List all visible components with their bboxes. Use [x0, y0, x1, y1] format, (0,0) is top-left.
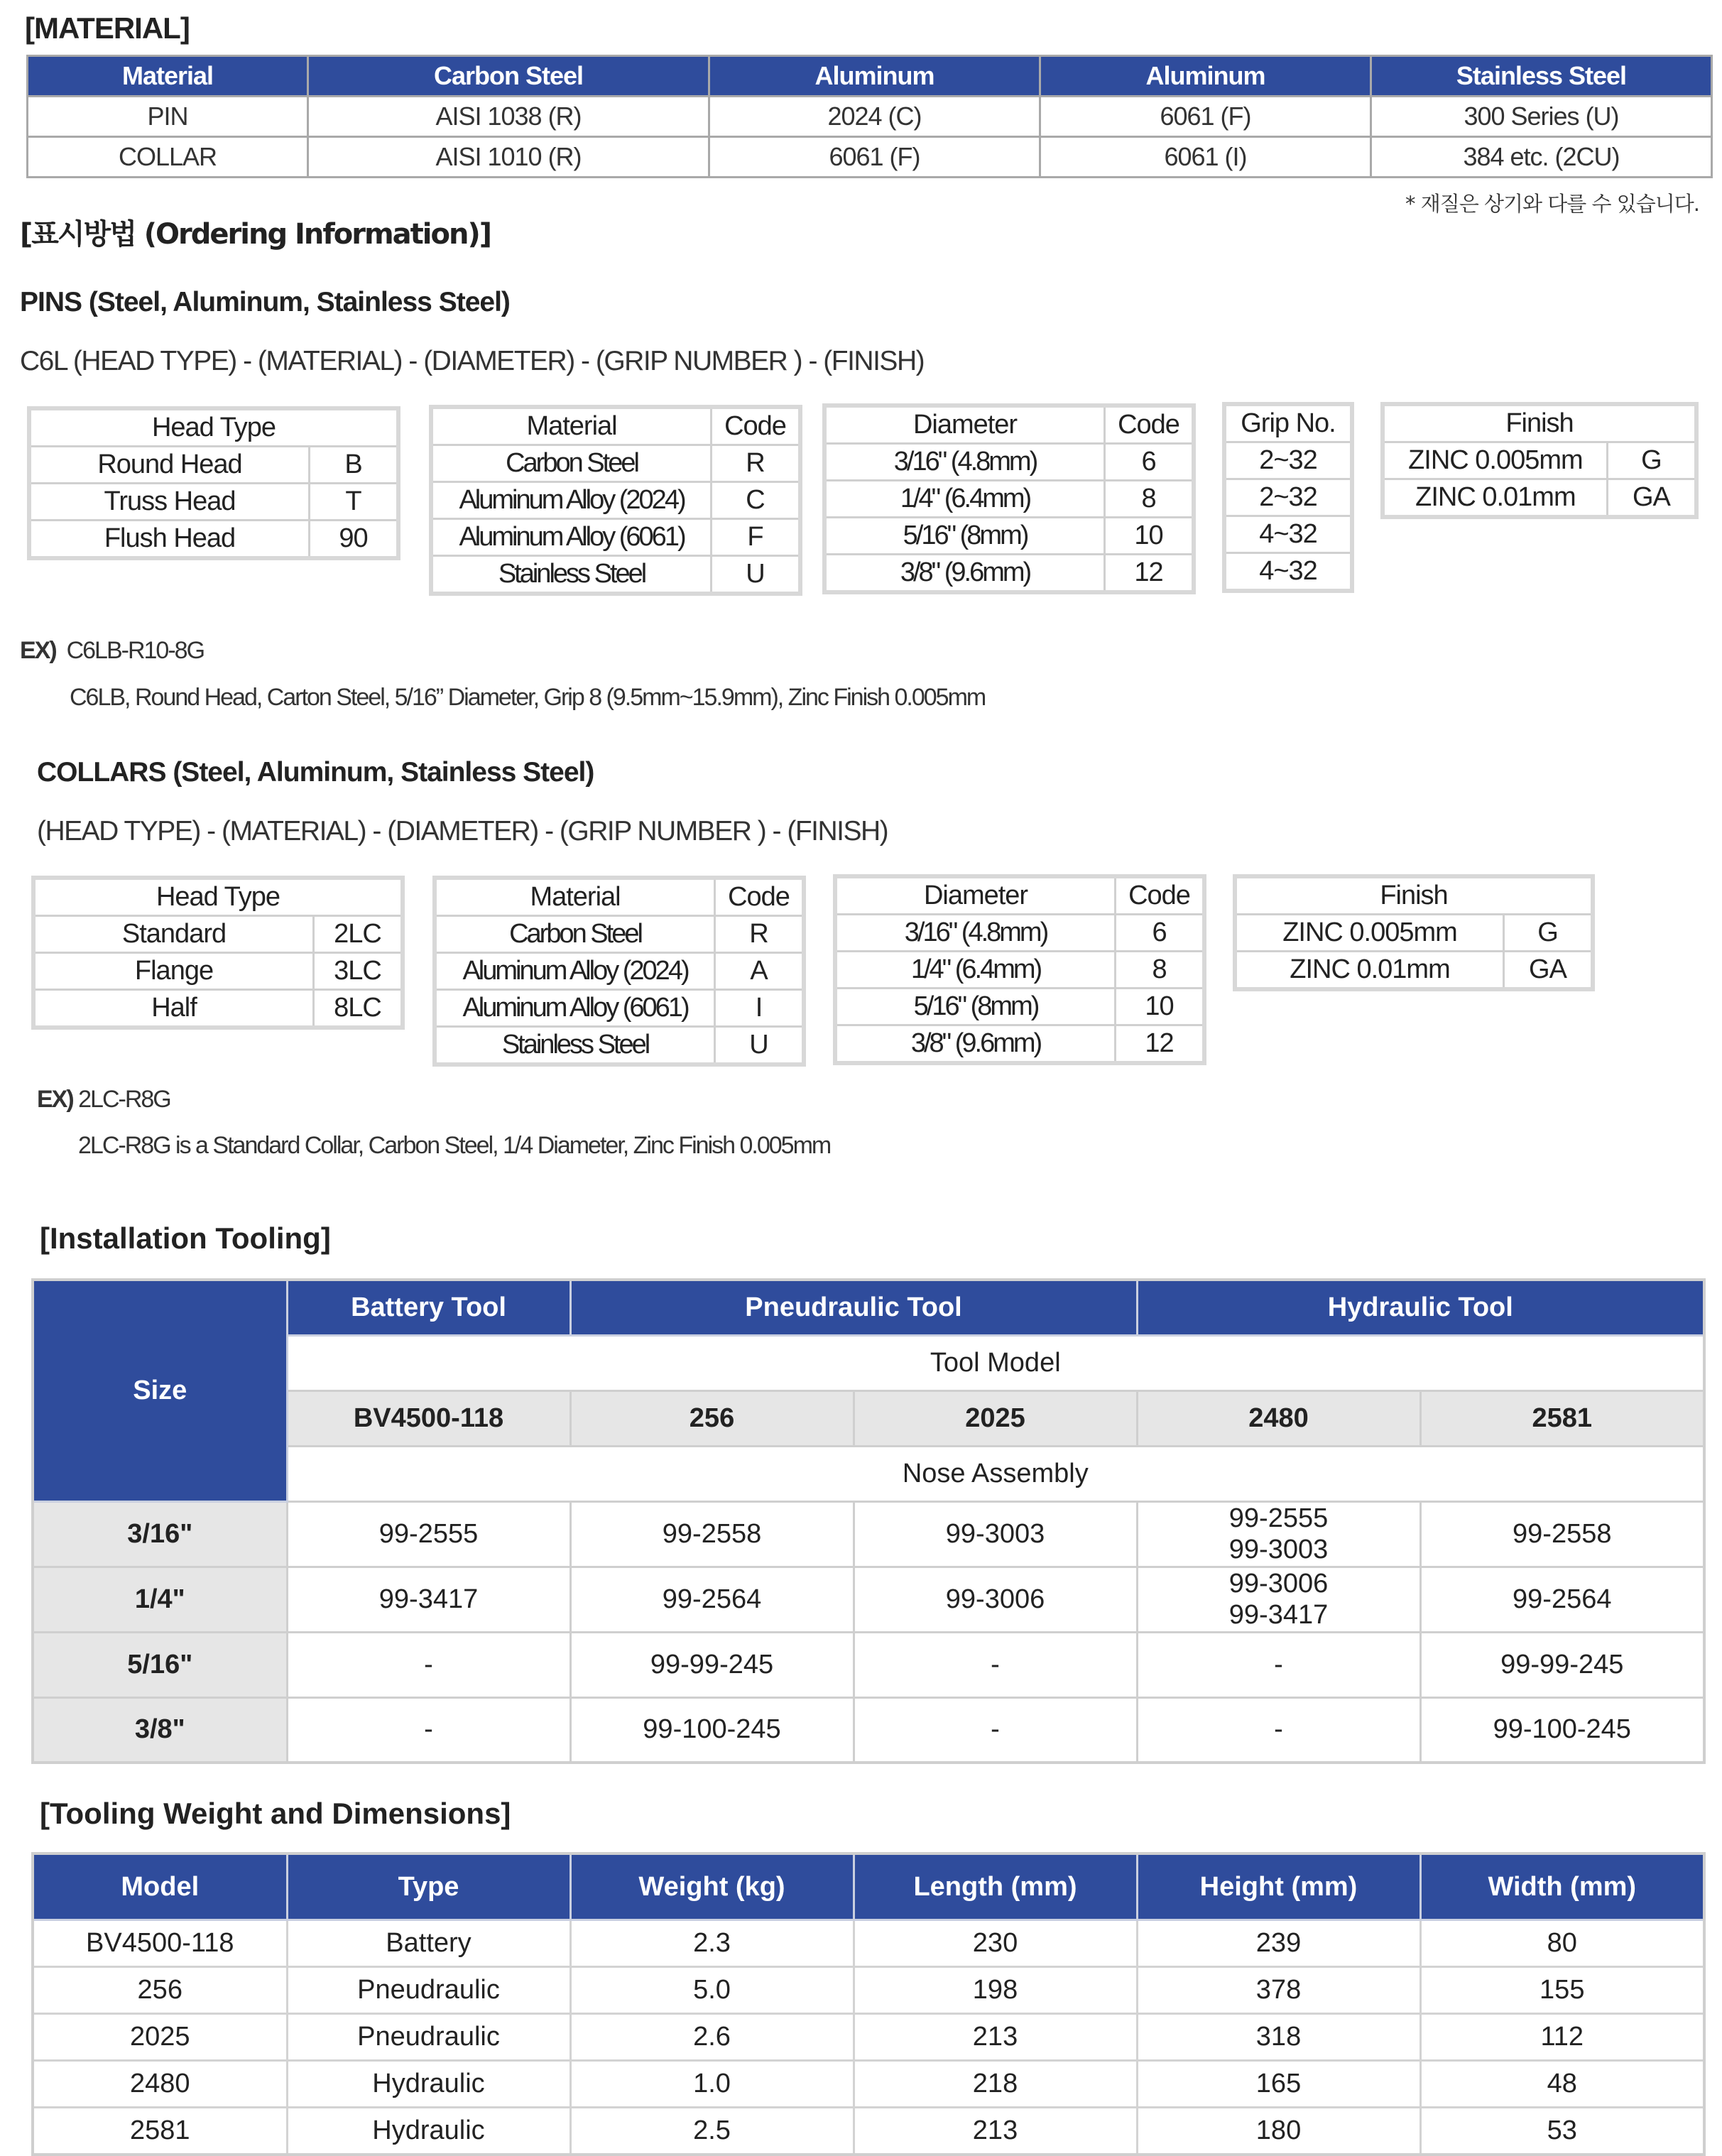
table-cell: Hydraulic	[287, 2108, 570, 2155]
table-cell: 300 Series (U)	[1371, 97, 1712, 137]
table-cell: 8LC	[314, 990, 403, 1028]
table-cell: 99-100-245	[570, 1697, 854, 1763]
table-cell: C	[712, 482, 800, 519]
table-cell: U	[712, 556, 800, 594]
table-cell: Pneudraulic	[287, 1967, 570, 2014]
table-cell: 99-99-245	[570, 1632, 854, 1697]
weight-header: Type	[287, 1853, 570, 1920]
table-cell: Stainless Steel	[435, 1027, 715, 1065]
table-cell: 1/4" (6.4mm)	[824, 481, 1105, 518]
size-cell: 3/16"	[33, 1501, 287, 1567]
table-row	[435, 916, 804, 953]
table-cell: 384 etc. (2CU)	[1371, 137, 1712, 178]
table-cell: 80	[1420, 1920, 1704, 1967]
table-row	[33, 953, 403, 990]
table-cell: 2.6	[570, 2014, 854, 2061]
table-cell: 90	[310, 521, 398, 559]
table-cell: G	[1607, 442, 1696, 479]
table-row	[33, 2061, 1704, 2108]
weight-header: Length (mm)	[854, 1853, 1137, 1920]
table-row	[835, 915, 1204, 952]
table-cell: I	[715, 990, 804, 1027]
example-label: EX)	[20, 637, 56, 664]
table-cell: 53	[1420, 2108, 1704, 2155]
table-cell: 99-100-245	[1420, 1697, 1704, 1763]
table-cell: Carbon Steel	[431, 445, 712, 482]
model-header: 2025	[854, 1390, 1137, 1446]
table-cell: 12	[1116, 1025, 1204, 1064]
pins-diameter-table	[822, 403, 1196, 594]
table-header: Diameter	[835, 876, 1116, 915]
tool-model-label: Tool Model	[287, 1335, 1704, 1390]
material-header-row	[28, 56, 1712, 97]
table-row	[29, 447, 398, 484]
table-cell: 2.3	[570, 1920, 854, 1967]
table-header: Finish	[1383, 404, 1696, 442]
table-cell: 99-2564	[1420, 1567, 1704, 1632]
table-row	[1224, 516, 1352, 553]
table-cell: 99-2555	[287, 1501, 570, 1567]
table-cell: 3/16" (4.8mm)	[824, 444, 1105, 481]
table-cell: F	[712, 519, 800, 556]
table-cell: G	[1504, 915, 1593, 952]
table-cell: 213	[854, 2014, 1137, 2061]
pins-grip-table	[1222, 402, 1354, 593]
table-header: Material	[435, 878, 715, 916]
table-header: Head Type	[29, 408, 398, 447]
weight-header: Height (mm)	[1137, 1853, 1420, 1920]
table-cell: AISI 1038 (R)	[308, 97, 709, 137]
table-cell: ZINC 0.005mm	[1383, 442, 1607, 479]
model-header: 2480	[1137, 1390, 1420, 1446]
installation-title: [Installation Tooling]	[40, 1221, 331, 1255]
material-title: [MATERIAL]	[25, 11, 190, 45]
example-code: 2LC-R8G	[78, 1086, 170, 1113]
table-cell: Flange	[33, 953, 314, 990]
table-cell: 4~32	[1224, 553, 1352, 592]
pins-format: C6L (HEAD TYPE) - (MATERIAL) - (DIAMETER) - (GRIP NUMBER ) - (FINISH)	[20, 346, 925, 376]
table-cell: 6061 (I)	[1040, 137, 1371, 178]
table-cell: 318	[1137, 2014, 1420, 2061]
size-cell: 5/16"	[33, 1632, 287, 1697]
table-cell: -	[854, 1697, 1137, 1763]
table-cell: -	[1137, 1632, 1420, 1697]
table-row	[824, 444, 1194, 481]
table-cell: 6	[1105, 444, 1194, 481]
table-cell: -	[287, 1697, 570, 1763]
table-cell: 6061 (F)	[709, 137, 1040, 178]
table-cell: Pneudraulic	[287, 2014, 570, 2061]
size-header: Size	[33, 1280, 287, 1501]
table-header: Head Type	[33, 878, 403, 916]
collars-finish-table	[1233, 874, 1595, 991]
material-note: * 재질은 상기와 다를 수 있습니다.	[1405, 192, 1699, 216]
table-cell: 239	[1137, 1920, 1420, 1967]
table-cell: Flush Head	[29, 521, 310, 559]
collars-example-description: 2LC-R8G is a Standard Collar, Carbon Steel, 1/4 Diameter, Zinc Finish 0.005mm	[78, 1132, 831, 1159]
table-row	[28, 137, 1712, 178]
model-header: 2581	[1420, 1390, 1704, 1446]
table-cell: COLLAR	[28, 137, 308, 178]
table-cell: PIN	[28, 97, 308, 137]
table-row	[29, 521, 398, 559]
pins-title: PINS (Steel, Aluminum, Stainless Steel)	[20, 287, 510, 317]
tool-group-hydraulic: Hydraulic Tool	[1137, 1280, 1704, 1335]
table-header: Code	[1105, 405, 1194, 444]
table-cell: Round Head	[29, 447, 310, 484]
table-cell: 2025	[33, 2014, 287, 2061]
weight-header: Width (mm)	[1420, 1853, 1704, 1920]
table-row	[1235, 915, 1593, 952]
table-cell: 99-3006	[854, 1567, 1137, 1632]
table-row	[435, 990, 804, 1027]
table-cell	[1137, 1501, 1420, 1567]
table-cell: 256	[33, 1967, 287, 2014]
material-header: Stainless Steel	[1371, 56, 1712, 97]
table-header: Code	[1116, 876, 1204, 915]
table-row	[1224, 479, 1352, 516]
model-header: BV4500-118	[287, 1390, 570, 1446]
size-cell: 3/8"	[33, 1697, 287, 1763]
model-header: 256	[570, 1390, 854, 1446]
table-row	[835, 989, 1204, 1025]
table-cell: ZINC 0.01mm	[1235, 952, 1504, 990]
table-row	[835, 1025, 1204, 1064]
table-row	[33, 990, 403, 1028]
table-cell: 12	[1105, 555, 1194, 593]
table-header: Grip No.	[1224, 404, 1352, 442]
table-cell: Standard	[33, 916, 314, 953]
table-cell: GA	[1607, 479, 1696, 518]
table-row	[431, 556, 800, 594]
table-row	[1383, 442, 1696, 479]
table-header: Code	[712, 407, 800, 445]
table-cell: 99-2558	[1420, 1501, 1704, 1567]
table-cell: Aluminum Alloy (2024)	[435, 953, 715, 990]
table-row	[33, 1567, 1704, 1632]
table-cell: 165	[1137, 2061, 1420, 2108]
table-row	[435, 953, 804, 990]
table-row	[28, 97, 1712, 137]
table-cell: 99-2558	[570, 1501, 854, 1567]
table-cell: 2581	[33, 2108, 287, 2155]
table-header: Material	[431, 407, 712, 445]
table-cell: AISI 1010 (R)	[308, 137, 709, 178]
table-row	[33, 1632, 1704, 1697]
table-cell: 5/16" (8mm)	[824, 518, 1105, 555]
table-cell: 5.0	[570, 1967, 854, 2014]
table-cell: U	[715, 1027, 804, 1065]
installation-table	[31, 1278, 1706, 1764]
table-header: Finish	[1235, 876, 1593, 915]
collars-example	[37, 1086, 170, 1114]
table-cell: ZINC 0.01mm	[1383, 479, 1607, 518]
table-cell: 1.0	[570, 2061, 854, 2108]
material-header: Aluminum	[1040, 56, 1371, 97]
table-header: Code	[715, 878, 804, 916]
material-header: Aluminum	[709, 56, 1040, 97]
table-row	[33, 1920, 1704, 1967]
table-row	[431, 445, 800, 482]
weight-header-row	[33, 1853, 1704, 1920]
table-cell: -	[854, 1632, 1137, 1697]
collars-material-table	[432, 876, 806, 1067]
table-cell: 99-3003	[854, 1501, 1137, 1567]
table-cell: 213	[854, 2108, 1137, 2155]
collars-diameter-table	[833, 874, 1206, 1065]
table-cell: -	[1137, 1697, 1420, 1763]
nose-assembly-label: Nose Assembly	[287, 1446, 1704, 1501]
table-cell: 4~32	[1224, 516, 1352, 553]
table-cell: Battery	[287, 1920, 570, 1967]
table-row	[1224, 553, 1352, 592]
table-cell: -	[287, 1632, 570, 1697]
table-cell: R	[715, 916, 804, 953]
pins-finish-table	[1380, 402, 1699, 519]
table-cell: 3/8" (9.6mm)	[824, 555, 1105, 593]
table-cell: 1/4" (6.4mm)	[835, 952, 1116, 989]
table-row	[33, 1501, 1704, 1567]
weight-header: Weight (kg)	[570, 1853, 854, 1920]
table-cell: 10	[1116, 989, 1204, 1025]
table-cell: 6	[1116, 915, 1204, 952]
pins-material-table	[429, 405, 802, 596]
cell-line: 99-3006	[1228, 1569, 1329, 1599]
table-cell: A	[715, 953, 804, 990]
table-row	[431, 482, 800, 519]
weight-header: Model	[33, 1853, 287, 1920]
tool-group-pneudraulic: Pneudraulic Tool	[570, 1280, 1137, 1335]
table-cell: 8	[1105, 481, 1194, 518]
table-cell: 8	[1116, 952, 1204, 989]
table-cell: B	[310, 447, 398, 484]
table-row	[824, 481, 1194, 518]
table-row	[33, 916, 403, 953]
table-row	[824, 555, 1194, 593]
pins-example	[20, 637, 204, 665]
table-row	[431, 519, 800, 556]
table-cell: 180	[1137, 2108, 1420, 2155]
table-cell: 2480	[33, 2061, 287, 2108]
table-row	[33, 2108, 1704, 2155]
table-row	[29, 484, 398, 521]
weight-title: [Tooling Weight and Dimensions]	[40, 1797, 511, 1830]
table-cell: 378	[1137, 1967, 1420, 2014]
table-row	[1224, 442, 1352, 479]
table-cell: 2~32	[1224, 442, 1352, 479]
table-cell: 2LC	[314, 916, 403, 953]
table-cell: T	[310, 484, 398, 521]
table-cell: 5/16" (8mm)	[835, 989, 1116, 1025]
table-cell: Hydraulic	[287, 2061, 570, 2108]
table-cell: GA	[1504, 952, 1593, 990]
table-cell: 6061 (F)	[1040, 97, 1371, 137]
table-cell: 3/8" (9.6mm)	[835, 1025, 1116, 1064]
example-code: C6LB-R10-8G	[66, 637, 205, 664]
table-cell	[1137, 1567, 1420, 1632]
table-cell: 155	[1420, 1967, 1704, 2014]
table-cell: Stainless Steel	[431, 556, 712, 594]
table-cell: 2~32	[1224, 479, 1352, 516]
table-row	[1235, 952, 1593, 990]
table-row	[33, 2014, 1704, 2061]
weight-table	[31, 1852, 1706, 2156]
material-header: Carbon Steel	[308, 56, 709, 97]
tool-group-battery: Battery Tool	[287, 1280, 570, 1335]
table-cell: 3/16" (4.8mm)	[835, 915, 1116, 952]
table-cell: Aluminum Alloy (6061)	[431, 519, 712, 556]
table-cell: 10	[1105, 518, 1194, 555]
table-cell: 230	[854, 1920, 1137, 1967]
table-row	[835, 952, 1204, 989]
cell-line: 99-3417	[1228, 1600, 1329, 1630]
table-cell: ZINC 0.005mm	[1235, 915, 1504, 952]
table-cell: 99-3417	[287, 1567, 570, 1632]
collars-format: (HEAD TYPE) - (MATERIAL) - (DIAMETER) - (GRIP NUMBER ) - (FINISH)	[37, 816, 888, 846]
size-cell: 1/4"	[33, 1567, 287, 1632]
collars-head-type-table	[31, 876, 405, 1030]
pins-example-description: C6LB, Round Head, Carton Steel, 5/16” Diameter, Grip 8 (9.5mm~15.9mm), Zinc Finish 0.005mm	[70, 684, 986, 711]
table-cell: Truss Head	[29, 484, 310, 521]
table-cell: 99-99-245	[1420, 1632, 1704, 1697]
ordering-title: [표시방법 (Ordering Information)]	[20, 218, 491, 251]
table-cell: 48	[1420, 2061, 1704, 2108]
cell-line: 99-2555	[1228, 1503, 1329, 1533]
table-cell: Aluminum Alloy (6061)	[435, 990, 715, 1027]
table-cell: 112	[1420, 2014, 1704, 2061]
material-table	[26, 55, 1713, 178]
table-row	[824, 518, 1194, 555]
table-cell: 99-2564	[570, 1567, 854, 1632]
table-row	[1383, 479, 1696, 518]
table-row	[33, 1967, 1704, 2014]
table-cell: 198	[854, 1967, 1137, 2014]
example-label: EX)	[37, 1086, 73, 1113]
table-cell: 3LC	[314, 953, 403, 990]
table-cell: 218	[854, 2061, 1137, 2108]
table-row	[435, 1027, 804, 1065]
cell-line: 99-3003	[1228, 1535, 1329, 1564]
collars-title: COLLARS (Steel, Aluminum, Stainless Steel)	[37, 757, 594, 788]
table-cell: 2024 (C)	[709, 97, 1040, 137]
table-cell: R	[712, 445, 800, 482]
table-cell: Half	[33, 990, 314, 1028]
table-cell: BV4500-118	[33, 1920, 287, 1967]
table-cell: 2.5	[570, 2108, 854, 2155]
table-cell: Carbon Steel	[435, 916, 715, 953]
table-row	[33, 1697, 1704, 1763]
pins-head-type-table	[27, 406, 400, 560]
table-header: Diameter	[824, 405, 1105, 444]
material-header: Material	[28, 56, 308, 97]
table-cell: Aluminum Alloy (2024)	[431, 482, 712, 519]
